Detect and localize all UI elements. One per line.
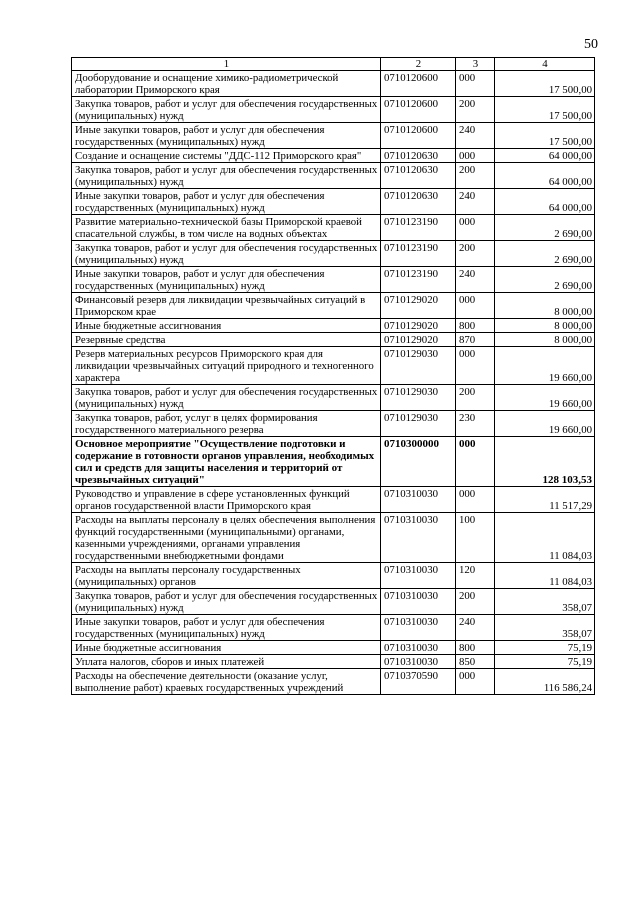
row-amount-cell: 17 500,00 [495,97,595,123]
row-name-cell: Закупка товаров, работ и услуг для обеспечения государственных (муниципальных) нужд [72,163,381,189]
row-type-cell: 240 [456,123,495,149]
row-type-cell: 230 [456,411,495,437]
row-name-cell: Дооборудование и оснащение химико-радиометрической лаборатории Приморского края [72,71,381,97]
row-name-cell: Резервные средства [72,333,381,347]
row-name-cell: Закупка товаров, работ и услуг для обеспечения государственных (муниципальных) нужд [72,97,381,123]
table-row [72,215,595,241]
table-row [72,163,595,189]
row-type-cell: 200 [456,241,495,267]
table-row [72,487,595,513]
row-name-cell: Иные закупки товаров, работ и услуг для обеспечения государственных (муниципальных) нужд [72,267,381,293]
row-type-cell: 100 [456,513,495,563]
row-code-cell: 0710123190 [381,215,456,241]
row-amount-cell: 116 586,24 [495,669,595,695]
row-type-cell: 000 [456,437,495,487]
row-name-cell: Закупка товаров, работ и услуг для обеспечения государственных (муниципальных) нужд [72,589,381,615]
row-amount-cell: 2 690,00 [495,241,595,267]
table-row [72,71,595,97]
row-name-cell: Иные бюджетные ассигнования [72,641,381,655]
table-row [72,293,595,319]
row-name-cell: Расходы на выплаты персоналу в целях обеспечения выполнения функций государственными (муниципальными) органами, казенными учреждениями, органами управления государственными внебюджетными фондами [72,513,381,563]
row-type-cell: 850 [456,655,495,669]
row-type-cell: 200 [456,163,495,189]
row-type-cell: 000 [456,71,495,97]
row-code-cell: 0710310030 [381,615,456,641]
row-name-cell: Закупка товаров, работ, услуг в целях формирования государственного материального резерва [72,411,381,437]
row-code-cell: 0710370590 [381,669,456,695]
row-amount-cell: 11 084,03 [495,563,595,589]
row-type-cell: 000 [456,215,495,241]
row-name-cell: Иные закупки товаров, работ и услуг для обеспечения государственных (муниципальных) нужд [72,189,381,215]
row-code-cell: 0710310030 [381,641,456,655]
row-amount-cell: 2 690,00 [495,267,595,293]
row-code-cell: 0710129030 [381,411,456,437]
row-type-cell: 800 [456,319,495,333]
row-amount-cell: 128 103,53 [495,437,595,487]
row-name-cell: Руководство и управление в сфере установленных функций органов государственной власти Приморского края [72,487,381,513]
row-code-cell: 0710300000 [381,437,456,487]
row-name-cell: Уплата налогов, сборов и иных платежей [72,655,381,669]
row-amount-cell: 8 000,00 [495,293,595,319]
row-type-cell: 120 [456,563,495,589]
row-type-cell: 200 [456,385,495,411]
table-row [72,267,595,293]
row-amount-cell: 17 500,00 [495,123,595,149]
row-code-cell: 0710120600 [381,123,456,149]
table-row [72,563,595,589]
row-name-cell: Закупка товаров, работ и услуг для обеспечения государственных (муниципальных) нужд [72,241,381,267]
row-code-cell: 0710123190 [381,241,456,267]
table-row [72,333,595,347]
row-code-cell: 0710310030 [381,589,456,615]
row-code-cell: 0710310030 [381,513,456,563]
row-amount-cell: 11 517,29 [495,487,595,513]
row-amount-cell: 64 000,00 [495,163,595,189]
table-row [72,241,595,267]
row-amount-cell: 2 690,00 [495,215,595,241]
row-name-cell: Иные бюджетные ассигнования [72,319,381,333]
row-type-cell: 800 [456,641,495,655]
row-code-cell: 0710310030 [381,487,456,513]
row-type-cell: 200 [456,97,495,123]
table-row [72,123,595,149]
row-type-cell: 240 [456,615,495,641]
row-name-cell: Расходы на выплаты персоналу государственных (муниципальных) органов [72,563,381,589]
row-type-cell: 000 [456,149,495,163]
row-code-cell: 0710120600 [381,97,456,123]
row-type-cell: 240 [456,267,495,293]
row-amount-cell: 17 500,00 [495,71,595,97]
row-code-cell: 0710129020 [381,293,456,319]
table-row [72,189,595,215]
row-type-cell: 200 [456,589,495,615]
table-row [72,437,595,487]
row-amount-cell: 75,19 [495,655,595,669]
page-number: 50 [584,37,598,52]
row-name-cell: Закупка товаров, работ и услуг для обеспечения государственных (муниципальных) нужд [72,385,381,411]
header-col-amount: 4 [495,58,595,71]
table-row [72,411,595,437]
row-amount-cell: 358,07 [495,615,595,641]
row-code-cell: 0710120600 [381,71,456,97]
row-code-cell: 0710129020 [381,319,456,333]
table-row [72,655,595,669]
table-row [72,641,595,655]
row-code-cell: 0710129030 [381,347,456,385]
table-row [72,347,595,385]
table-row [72,615,595,641]
table-row [72,385,595,411]
row-amount-cell: 75,19 [495,641,595,655]
row-name-cell: Иные закупки товаров, работ и услуг для обеспечения государственных (муниципальных) нужд [72,123,381,149]
table-row [72,669,595,695]
row-code-cell: 0710120630 [381,149,456,163]
row-type-cell: 000 [456,487,495,513]
row-amount-cell: 19 660,00 [495,411,595,437]
table-row [72,149,595,163]
row-amount-cell: 64 000,00 [495,189,595,215]
row-name-cell: Основное мероприятие "Осуществление подготовки и содержание в готовности органов управления, необходимых сил и средств для защиты населения и территорий от чрезвычайных ситуаций" [72,437,381,487]
row-code-cell: 0710120630 [381,163,456,189]
budget-table [71,57,595,695]
row-code-cell: 0710123190 [381,267,456,293]
row-amount-cell: 8 000,00 [495,333,595,347]
row-type-cell: 240 [456,189,495,215]
row-name-cell: Создание и оснащение системы "ДДС-112 Приморского края" [72,149,381,163]
table-row [72,319,595,333]
row-amount-cell: 358,07 [495,589,595,615]
row-code-cell: 0710310030 [381,655,456,669]
row-name-cell: Расходы на обеспечение деятельности (оказание услуг, выполнение работ) краевых государственных учреждений [72,669,381,695]
row-type-cell: 000 [456,347,495,385]
header-col-code: 2 [381,58,456,71]
row-code-cell: 0710129030 [381,385,456,411]
row-amount-cell: 19 660,00 [495,347,595,385]
header-col-name: 1 [72,58,381,71]
row-amount-cell: 64 000,00 [495,149,595,163]
row-amount-cell: 8 000,00 [495,319,595,333]
row-name-cell: Развитие материально-технической базы Приморской краевой спасательной службы, в том числе на водных объектах [72,215,381,241]
row-name-cell: Финансовый резерв для ликвидации чрезвычайных ситуаций в Приморском крае [72,293,381,319]
row-name-cell: Иные закупки товаров, работ и услуг для обеспечения государственных (муниципальных) нужд [72,615,381,641]
row-type-cell: 000 [456,669,495,695]
header-col-type: 3 [456,58,495,71]
row-amount-cell: 11 084,03 [495,513,595,563]
row-amount-cell: 19 660,00 [495,385,595,411]
table-row [72,513,595,563]
row-code-cell: 0710120630 [381,189,456,215]
row-code-cell: 0710310030 [381,563,456,589]
row-type-cell: 000 [456,293,495,319]
row-code-cell: 0710129020 [381,333,456,347]
table-row [72,97,595,123]
table-row [72,589,595,615]
row-name-cell: Резерв материальных ресурсов Приморского края для ликвидации чрезвычайных ситуаций природного и техногенного характера [72,347,381,385]
row-type-cell: 870 [456,333,495,347]
table-header-row [72,58,595,71]
